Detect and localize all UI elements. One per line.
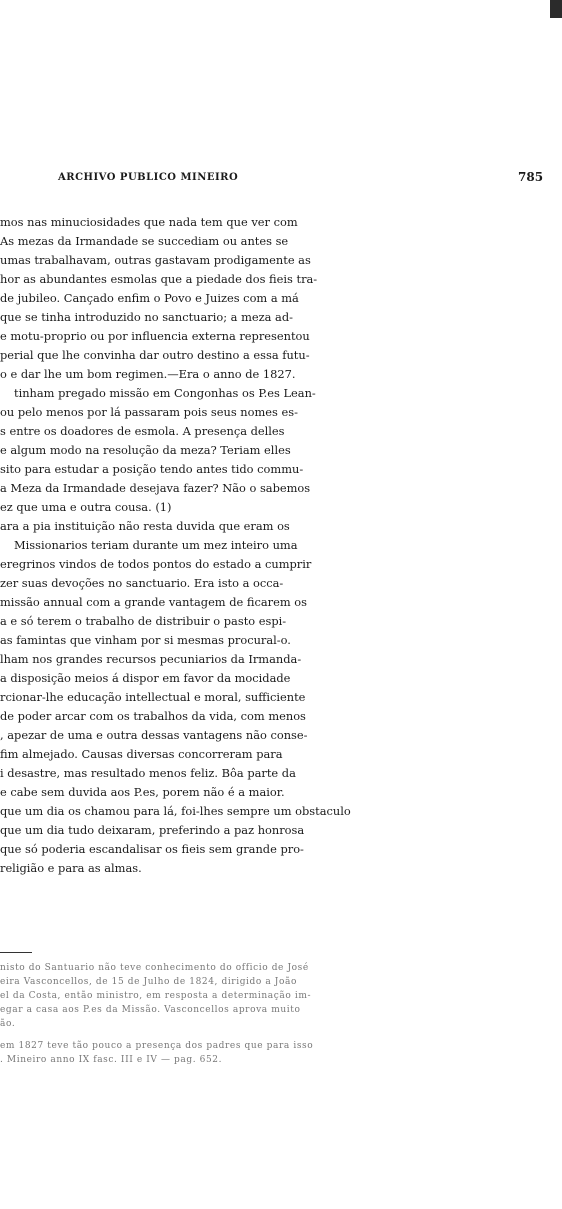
body-line: ez que uma e outra cousa. (1) (0, 500, 172, 514)
body-line: sito para estudar a posição tendo antes tido commu- (0, 462, 304, 476)
body-line: missão annual com a grande vantagem de ficarem os (0, 595, 307, 609)
body-line: que se tinha introduzido no sanctuario; a meza ad- (0, 310, 293, 324)
body-line: fim almejado. Causas diversas concorreram para (0, 747, 283, 761)
body-line: de jubileo. Cançado enfim o Povo e Juizes com a má (0, 291, 299, 305)
body-line: de poder arcar com os trabalhos da vida, com menos (0, 709, 306, 723)
body-line: ou pelo menos por lá passaram pois seus nomes es- (0, 405, 298, 419)
body-line: i desastre, mas resultado menos feliz. Bôa parte da (0, 766, 296, 780)
footnote-line: eira Vasconcellos, de 15 de Julho de 1824, dirigido a João (0, 977, 298, 987)
body-line: s entre os doadores de esmola. A presença delles (0, 424, 285, 438)
footnote-rule (0, 952, 32, 953)
body-line: a Meza da Irmandade desejava fazer? Não o sabemos (0, 481, 311, 495)
body-line: ara a pia instituição não resta duvida que eram os (0, 519, 290, 533)
body-line: que um dia tudo deixaram, preferindo a paz honrosa (0, 823, 305, 837)
body-line: que um dia os chamou para lá, foi-lhes sempre um obstaculo (0, 804, 351, 818)
page-header (0, 172, 562, 192)
body-line: , apezar de uma e outra dessas vantagens não conse- (0, 728, 308, 742)
top-edge-mark (550, 0, 562, 18)
body-line: perial que lhe convinha dar outro destino a essa futu- (0, 348, 310, 362)
body-line: lham nos grandes recursos pecuniarios da Irmanda- (0, 652, 302, 666)
body-line: hor as abundantes esmolas que a piedade dos fieis tra- (0, 272, 318, 286)
footnote-line: el da Costa, então ministro, em resposta a determinação im- (0, 991, 312, 1001)
body-line: zer suas devoções no sanctuario. Era isto a occa- (0, 576, 284, 590)
body-line: e cabe sem duvida aos P.es, porem não é a maior. (0, 785, 285, 799)
footnote-line: egar a casa aos P.es da Missão. Vasconcellos aprova muito (0, 1005, 301, 1015)
body-line: que só poderia escandalisar os fieis sem grande pro- (0, 842, 304, 856)
footnote-line: ão. (0, 1019, 16, 1029)
body-line: eregrinos vindos de todos pontos do estado a cumprir (0, 557, 312, 571)
body-line: Missionarios teriam durante um mez inteiro uma (14, 538, 298, 552)
body-line: rcionar-lhe educação intellectual e moral, sufficiente (0, 690, 306, 704)
body-line: o e dar lhe um bom regimen.—Era o anno de 1827. (0, 367, 296, 381)
body-line: As mezas da Irmandade se succediam ou antes se (0, 234, 289, 248)
body-line: umas trabalhavam, outras gastavam prodigamente as (0, 253, 311, 267)
footnote-line: em 1827 teve tão pouco a presença dos padres que para isso (0, 1041, 314, 1051)
body-line: religião e para as almas. (0, 861, 142, 875)
body-line: e motu-proprio ou por influencia externa representou (0, 329, 310, 343)
running-head: ARCHIVO PUBLICO MINEIRO (58, 172, 239, 183)
body-line: e algum modo na resolução da meza? Teriam elles (0, 443, 291, 457)
body-line: as famintas que vinham por si mesmas procural-o. (0, 633, 291, 647)
body-line: a disposição meios á dispor em favor da mocidade (0, 671, 291, 685)
body-line: mos nas minuciosidades que nada tem que ver com (0, 215, 298, 229)
footnote-line: . Mineiro anno IX fasc. III e IV — pag. 652. (0, 1055, 223, 1065)
body-line: tinham pregado missão em Congonhas os P.es Lean- (14, 386, 316, 400)
body-line: a e só terem o trabalho de distribuir o pasto espi- (0, 614, 287, 628)
page-number: 785 (518, 170, 544, 184)
footnote-line: nisto do Santuario não teve conhecimento do officio de José (0, 963, 309, 973)
